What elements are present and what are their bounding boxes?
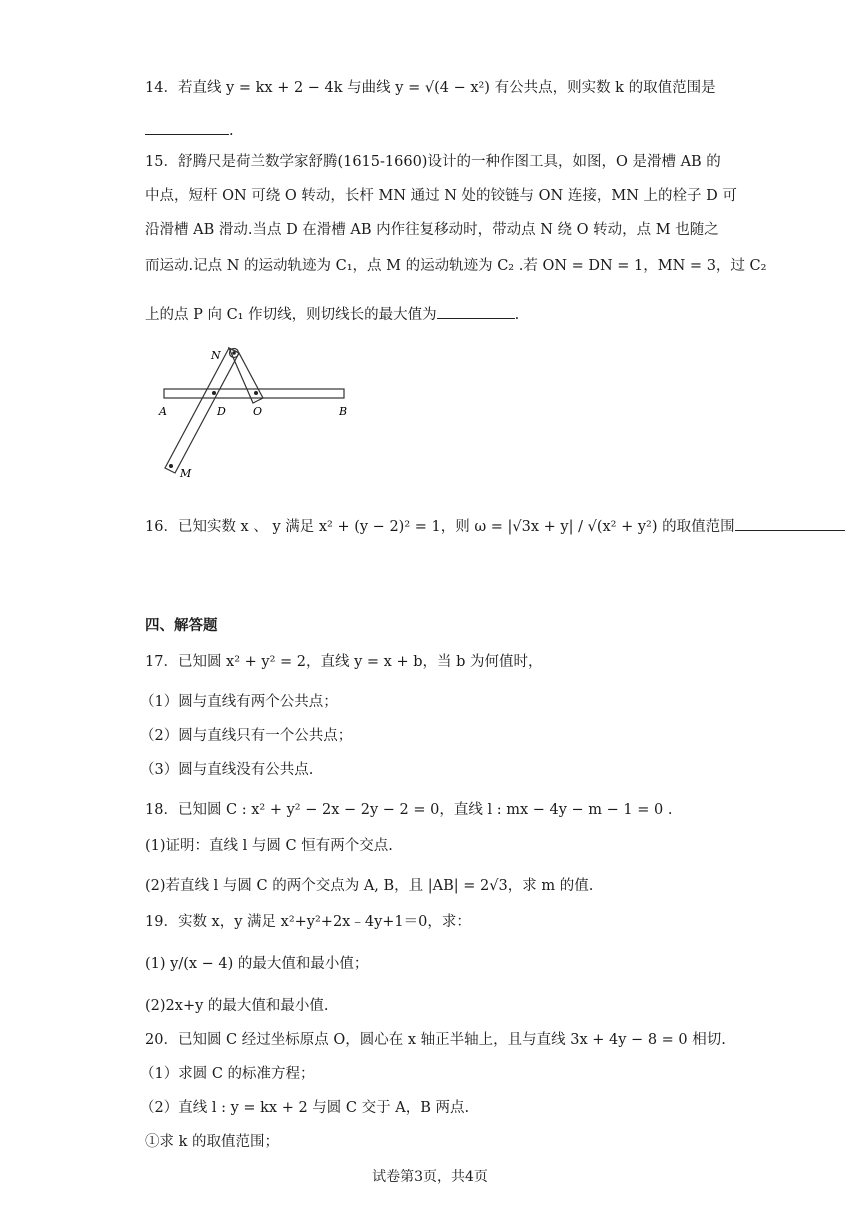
label-b: B bbox=[339, 405, 348, 418]
q20-part3: ①求 k 的取值范围； bbox=[145, 1134, 280, 1150]
section-title: 四、解答题 bbox=[145, 618, 218, 634]
q15-line5 bbox=[145, 304, 519, 325]
q15-line5b: . bbox=[514, 307, 520, 323]
q17-part3: （3）圆与直线没有公共点. bbox=[140, 762, 314, 778]
q15-line1: 15．舒腾尺是荷兰数学家舒腾(1615-1660)设计的一种作图工具，如图，O 是滑槽 AB 的 bbox=[145, 154, 721, 170]
label-o: O bbox=[253, 405, 263, 418]
rod-on bbox=[229, 348, 263, 403]
label-a: A bbox=[159, 405, 167, 418]
rod-mn bbox=[165, 348, 239, 473]
page-footer: 试卷第3页，共4页 bbox=[372, 1169, 488, 1185]
q14-line2 bbox=[145, 120, 234, 141]
answer-blank-15[interactable] bbox=[437, 304, 515, 319]
q17-part2: （2）圆与直线只有一个公共点； bbox=[140, 728, 353, 744]
pivot-o bbox=[254, 391, 258, 395]
q19-part2: (2)2x+y 的最大值和最小值. bbox=[145, 998, 329, 1014]
q16-line1 bbox=[145, 516, 845, 537]
answer-blank-14[interactable] bbox=[145, 120, 229, 135]
pivot-m bbox=[169, 464, 173, 468]
q16-line1a: 16．已知实数 x 、 y 满足 x² + (y − 2)² = 1，则 ω = |√3x + y| / √(x² + y²) 的取值范围 bbox=[145, 519, 735, 535]
q15-line2: 中点，短杆 ON 可绕 O 转动，长杆 MN 通过 N 处的铰链与 ON 连接，MN 上的栓子 D 可 bbox=[145, 188, 737, 204]
q20-line1: 20．已知圆 C 经过坐标原点 O，圆心在 x 轴正半轴上，且与直线 3x + 4y − 8 = 0 相切. bbox=[145, 1032, 726, 1048]
q14-line1: 14．若直线 y = kx + 2 − 4k 与曲线 y = √(4 − x²) 有公共点，则实数 k 的取值范围是 bbox=[145, 80, 716, 96]
answer-blank-16[interactable] bbox=[735, 516, 845, 531]
q19-part1: (1) y/(x − 4) 的最大值和最小值； bbox=[145, 956, 369, 972]
q18-line1: 18．已知圆 C : x² + y² − 2x − 2y − 2 = 0，直线 l : mx − 4y − m − 1 = 0 . bbox=[145, 802, 673, 818]
q19-line1: 19．实数 x，y 满足 x²+y²+2x﹣4y+1＝0，求： bbox=[145, 914, 471, 930]
label-m: M bbox=[180, 467, 192, 480]
q15-line4: 而运动.记点 N 的运动轨迹为 C₁，点 M 的运动轨迹为 C₂ .若 ON = DN = 1，MN = 3，过 C₂ bbox=[145, 258, 767, 274]
q14-line2-end: . bbox=[229, 123, 234, 139]
q17-line1: 17．已知圆 x² + y² = 2，直线 y = x + b，当 b 为何值时， bbox=[145, 654, 543, 670]
schooten-ruler-figure bbox=[150, 345, 380, 485]
pivot-n-dot bbox=[232, 351, 236, 355]
q20-part2: （2）直线 l : y = kx + 2 与圆 C 交于 A，B 两点. bbox=[140, 1100, 470, 1116]
q20-part1: （1）求圆 C 的标准方程； bbox=[140, 1066, 315, 1082]
pivot-d bbox=[212, 391, 216, 395]
label-n: N bbox=[211, 349, 221, 362]
q17-part1: （1）圆与直线有两个公共点； bbox=[140, 694, 338, 710]
q18-part1: (1)证明：直线 l 与圆 C 恒有两个交点. bbox=[145, 838, 393, 854]
label-d: D bbox=[217, 405, 226, 418]
slot-ab bbox=[164, 389, 344, 398]
q18-part2: (2)若直线 l 与圆 C 的两个交点为 A, B，且 |AB| = 2√3，求 m 的值. bbox=[145, 878, 594, 894]
q15-line3: 沿滑槽 AB 滑动.当点 D 在滑槽 AB 内作往复移动时，带动点 N 绕 O 转动，点 M 也随之 bbox=[145, 222, 719, 238]
q15-line5a: 上的点 P 向 C₁ 作切线，则切线长的最大值为 bbox=[145, 307, 437, 323]
